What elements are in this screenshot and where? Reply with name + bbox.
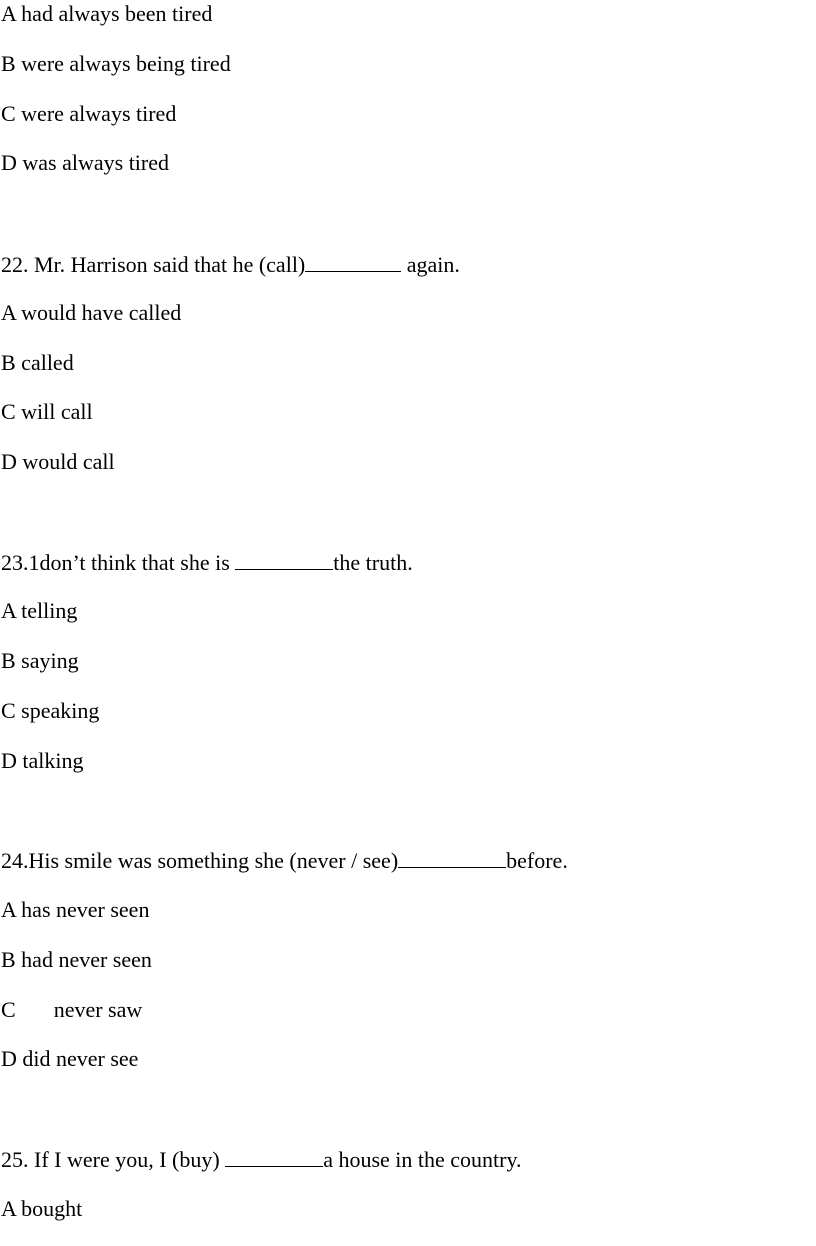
q25-stem (1, 1146, 522, 1172)
q25-stem-before: 25. If I were you, I (buy) (1, 1147, 226, 1172)
q22-option-d: D would call (1, 449, 115, 474)
q21-option-c: C were always tired (1, 101, 177, 126)
q24-option-c-letter: C (1, 997, 16, 1022)
q23-answer-blank (235, 549, 333, 570)
q22-stem-before: 22. Mr. Harrison said that he (call) (1, 252, 306, 277)
q25-stem-after: a house in the country. (323, 1147, 522, 1172)
q25-answer-blank (225, 1146, 323, 1167)
q24-option-c (1, 997, 142, 1023)
q25-option-a: A bought (1, 1196, 83, 1221)
q23-stem (1, 549, 413, 575)
q24-option-c-text: never saw (53, 997, 143, 1022)
q22-option-b: B called (1, 350, 74, 375)
q24-stem (1, 847, 568, 873)
q22-stem-after: again. (401, 252, 460, 277)
q24-option-b: B had never seen (1, 947, 152, 972)
q24-stem-before: 24.His smile was something she (never / see) (1, 848, 399, 873)
q22-option-c: C will call (1, 399, 93, 424)
q23-option-a: A telling (1, 598, 78, 623)
q22-stem (1, 251, 460, 277)
q24-stem-after: before. (506, 848, 568, 873)
q23-stem-before: 23.1don’t think that she is (1, 550, 236, 575)
q23-option-d: D talking (1, 748, 84, 773)
q22-answer-blank (305, 251, 401, 272)
q23-option-c: C speaking (1, 698, 100, 723)
q24-option-a: A has never seen (1, 897, 150, 922)
q24-answer-blank (398, 847, 506, 868)
q21-option-a: A had always been tired (1, 1, 213, 26)
q21-option-b: B were always being tired (1, 51, 231, 76)
q23-option-b: B saying (1, 648, 79, 673)
q21-option-d: D was always tired (1, 150, 170, 175)
q24-option-d: D did never see (1, 1046, 139, 1071)
q22-option-a: A would have called (1, 300, 182, 325)
q23-stem-after: the truth. (333, 550, 413, 575)
